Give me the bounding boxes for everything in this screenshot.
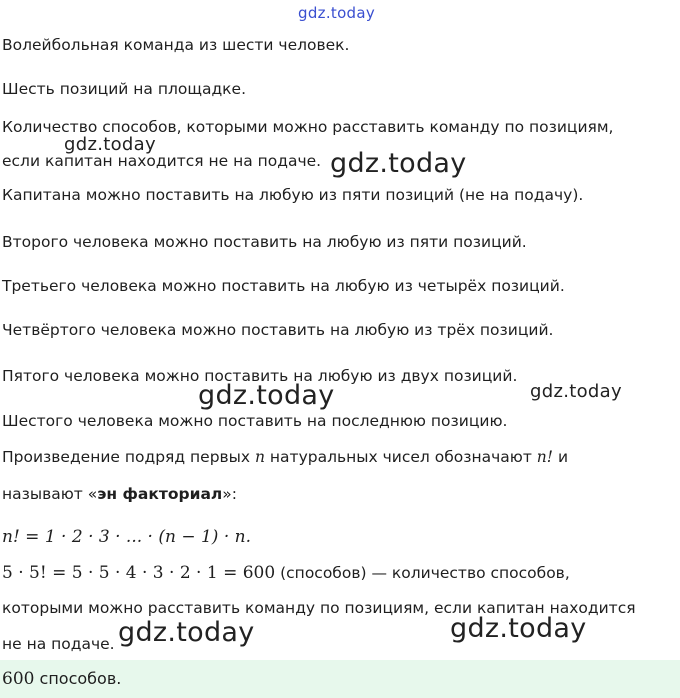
factorial-formula: n! = 1 · 2 · 3 · ... · (n − 1) · n.: [2, 527, 251, 547]
text-line: Капитана можно поставить на любую из пяти позиций (не на подачу).: [2, 186, 584, 204]
text-line: если капитан находится не на подаче.: [2, 152, 322, 170]
text-line: Количество способов, которыми можно расставить команду по позициям,: [2, 118, 614, 136]
factorial-definition-line-2: называют «эн факториал»:: [2, 485, 238, 503]
text-line: Шесть позиций на площадке.: [2, 80, 247, 98]
text-line: Четвёртого человека можно поставить на любую из трёх позиций.: [2, 321, 554, 339]
factorial-definition-line-1: Произведение подряд первых n натуральных чисел обозначают n! и: [2, 448, 569, 466]
watermark: gdz.today: [450, 613, 587, 644]
text-line: Шестого человека можно поставить на последнюю позицию.: [2, 412, 508, 430]
calculation-line-2: которыми можно расставить команду по позициям, если капитан находится: [2, 599, 636, 617]
text-line: Волейбольная команда из шести человек.: [2, 36, 350, 54]
watermark-top: gdz.today: [298, 4, 376, 22]
watermark: gdz.today: [118, 617, 255, 648]
factorial-term: эн факториал: [97, 485, 223, 503]
watermark: gdz.today: [64, 134, 156, 155]
watermark: gdz.today: [198, 380, 335, 411]
calculation-line-1: 5 · 5! = 5 · 5 · 4 · 3 · 2 · 1 = 600 (способов) — количество способов,: [2, 563, 570, 583]
text-line: Третьего человека можно поставить на любую из четырёх позиций.: [2, 277, 565, 295]
answer-value: 600: [2, 669, 35, 689]
calculation-line-3: не на подаче.: [2, 635, 115, 653]
answer-text: 600 способов.: [2, 669, 122, 689]
calculation-expression: 5 · 5! = 5 · 5 · 4 · 3 · 2 · 1 = 600: [2, 563, 276, 583]
watermark: gdz.today: [530, 381, 622, 402]
text-line: Второго человека можно поставить на любую из пяти позиций.: [2, 233, 527, 251]
watermark: gdz.today: [330, 148, 467, 179]
text-line: Пятого человека можно поставить на любую из двух позиций.: [2, 367, 518, 385]
